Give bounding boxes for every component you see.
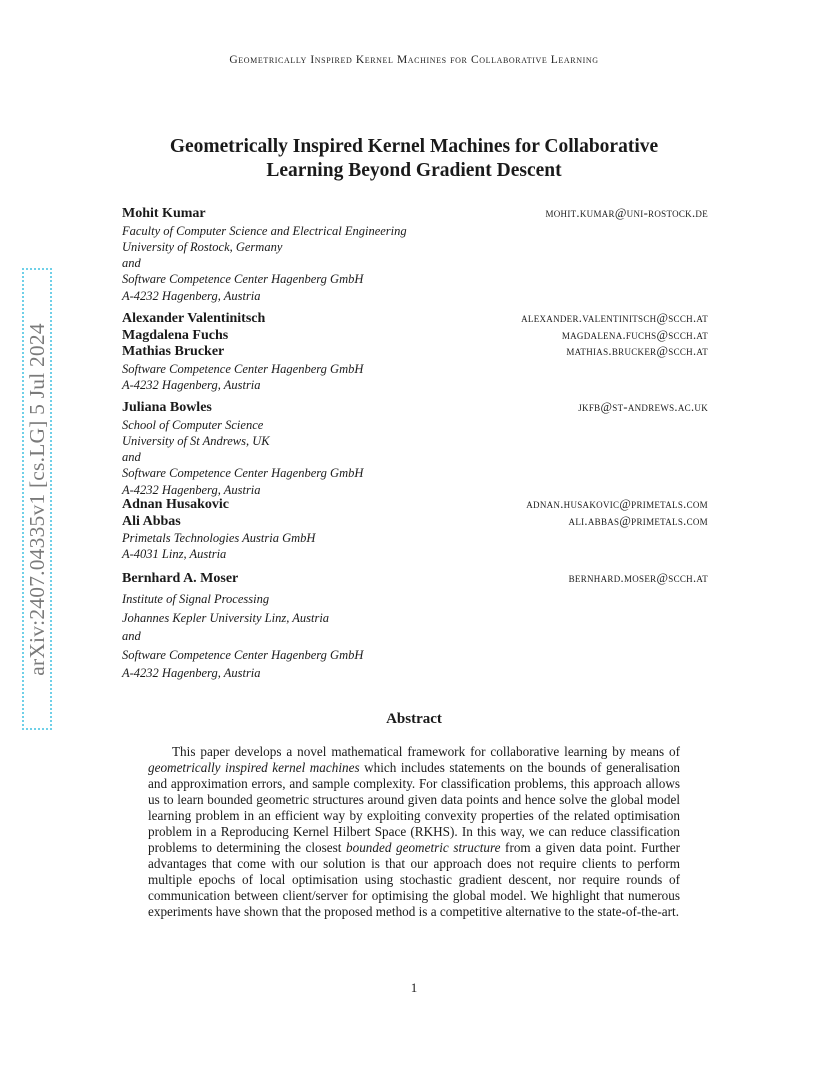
author-group-4 — [122, 497, 708, 563]
affiliation-line: A-4232 Hagenberg, Austria — [122, 377, 261, 392]
author-row — [122, 206, 708, 223]
author-email[interactable]: magdalena.fuchs@scch.at — [561, 327, 708, 342]
author-name: Mathias Brucker — [122, 344, 225, 359]
author-row — [122, 311, 708, 328]
author-group-3 — [122, 400, 708, 498]
author-name: Magdalena Fuchs — [122, 327, 229, 343]
author-email[interactable]: alexander.valentinitsch@scch.at — [521, 311, 708, 325]
author-name: Adnan Husakovic — [122, 497, 229, 512]
affiliation-line: A-4232 Hagenberg, Austria — [122, 482, 261, 497]
author-name: Alexander Valentinitsch — [122, 311, 266, 326]
abstract-heading: Abstract — [386, 711, 442, 727]
author-group-2 — [122, 311, 708, 393]
affiliation-line: Johannes Kepler University Linz, Austria — [122, 610, 330, 625]
abstract-text: which includes statements on the bounds of generalisation and approximation errors, and sample complexity. For classification problems, this approach allows us to learn bounded geometric structures around given data points and hence solve the global model learning problem in an efficient way by exploiting convexity properties of the related optimisation problem in a Reproducing Kernel Hilbert Space (RKHS). In this way, we can reduce classification problems to determining the closest — [148, 760, 681, 855]
arxiv-stamp[interactable] — [22, 268, 52, 730]
author-row — [122, 328, 708, 345]
author-name: Ali Abbas — [122, 513, 181, 529]
affiliation-line: University of Rostock, Germany — [122, 239, 283, 254]
arxiv-stamp-text: arXiv:2407.04335v1 [cs.LG] 5 Jul 2024 — [24, 322, 49, 676]
page-number: 1 — [410, 980, 418, 995]
author-row — [122, 497, 708, 514]
affiliation-line: Software Competence Center Hagenberg GmbH — [122, 466, 364, 481]
affiliation-line: A-4232 Hagenberg, Austria — [122, 288, 261, 303]
affiliation-line: Institute of Signal Processing — [122, 592, 270, 606]
author-email[interactable]: adnan.husakovic@primetals.com — [526, 497, 708, 511]
author-email[interactable]: mathias.brucker@scch.at — [566, 344, 708, 358]
author-email[interactable]: jkfb@st-andrews.ac.uk — [578, 400, 708, 414]
abstract-emphasis: geometrically inspired kernel machines — [148, 760, 360, 775]
affiliation-line: and — [122, 450, 141, 465]
abstract-text: This paper develops a novel mathematical framework for collaborative learning by means of — [172, 744, 680, 759]
affiliation-line: Primetals Technologies Austria GmbH — [122, 531, 316, 545]
author-group-1 — [122, 206, 708, 304]
author-name: Juliana Bowles — [122, 400, 212, 415]
author-name: Mohit Kumar — [122, 206, 206, 221]
running-head: Geometrically Inspired Kernel Machines for Collaborative Learning — [229, 54, 599, 66]
author-row — [122, 400, 708, 417]
author-email[interactable]: ali.abbas@primetals.com — [568, 513, 708, 528]
author-row — [122, 344, 708, 361]
author-row — [122, 514, 708, 531]
abstract-body — [148, 744, 680, 920]
affiliation-line: Software Competence Center Hagenberg GmbH — [122, 647, 364, 662]
affiliation-line: University of St Andrews, UK — [122, 433, 270, 448]
author-email[interactable]: bernhard.moser@scch.at — [568, 571, 708, 585]
author-row — [122, 571, 708, 590]
affiliation-line: A-4232 Hagenberg, Austria — [122, 666, 261, 680]
abstract-text: from a given data point. Further advantages that come with our solution is that our approach does not require clients to perform multiple epochs of local optimisation using stochastic gradient descent, nor require rounds of communication between client/server for optimising the global model. We highlight that numerous experiments have shown that the proposed method is a competitive alternative to the state-of-the-art. — [148, 840, 680, 919]
paper-title — [120, 135, 708, 183]
author-group-5 — [122, 571, 708, 683]
affiliation-line: Software Competence Center Hagenberg GmbH — [122, 361, 364, 376]
affiliation-line: School of Computer Science — [122, 417, 264, 432]
title-line-1: Geometrically Inspired Kernel Machines for Collaborative — [169, 136, 659, 157]
affiliation-line: Software Competence Center Hagenberg GmbH — [122, 272, 364, 287]
title-line-2: Learning Beyond Gradient Descent — [266, 160, 562, 181]
affiliation-line: and — [122, 629, 141, 643]
author-email[interactable]: mohit.kumar@uni-rostock.de — [545, 206, 708, 220]
author-name: Bernhard A. Moser — [122, 571, 239, 586]
affiliation-line: A-4031 Linz, Austria — [122, 547, 227, 562]
abstract-emphasis: bounded geometric structure — [346, 840, 501, 855]
affiliation-line: and — [122, 256, 141, 271]
affiliation-line: Faculty of Computer Science and Electrical Engineering — [122, 223, 407, 238]
